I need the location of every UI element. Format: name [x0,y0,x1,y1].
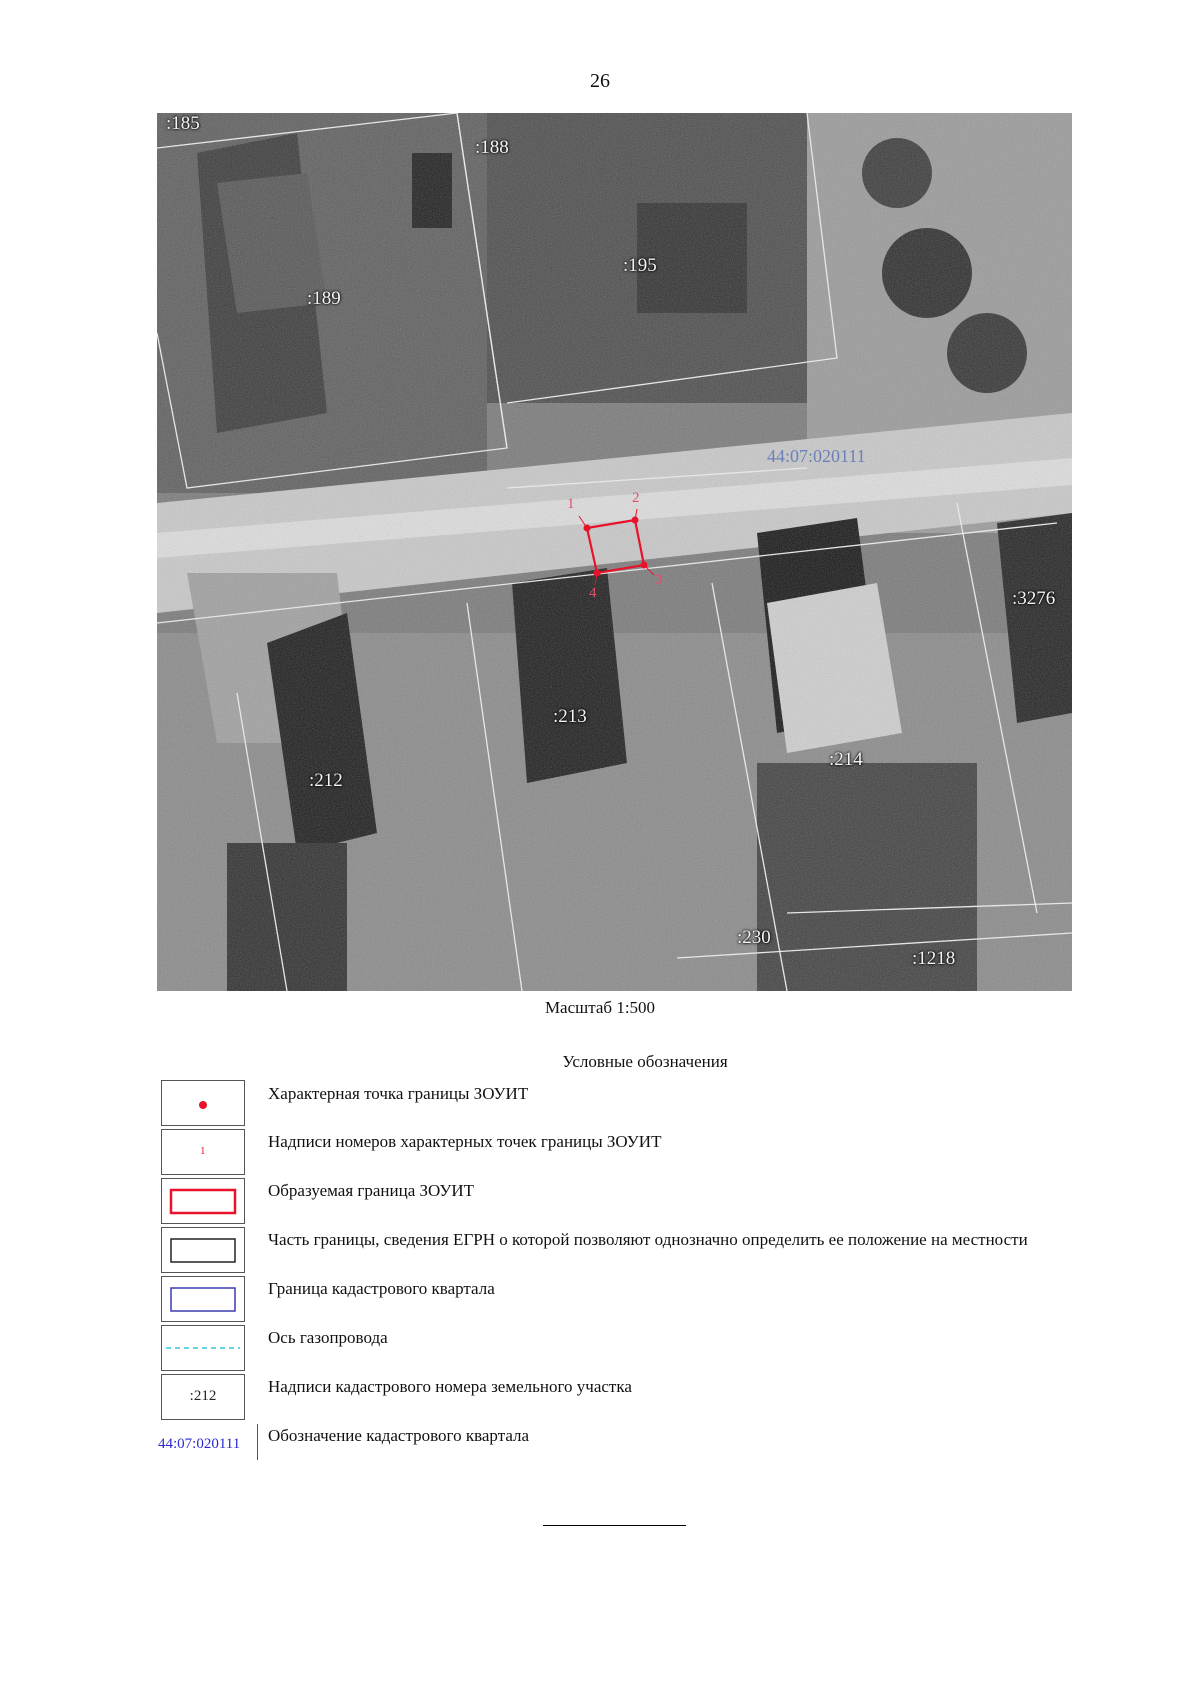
legend-symbol-red-number [161,1129,245,1175]
legend-text: Надписи номеров характерных точек границы ЗОУИТ [268,1132,662,1151]
legend-text: Граница кадастрового квартала [268,1279,495,1298]
point-label-4: 4 [589,585,597,601]
legend-symbol-parcel-number [161,1374,245,1420]
quarter-label: 44:07:020111 [767,446,866,466]
legend-symbol-black-rectangle [161,1227,245,1273]
parcel-label-1218: :1218 [912,948,956,969]
legend-symbol-cyan-dashed-line [161,1325,245,1371]
legend-symbol-blue-rectangle [161,1276,245,1322]
point-label-1: 1 [567,496,575,512]
legend-sample-point-number: 1 [200,1145,206,1157]
legend-text: Часть границы, сведения ЕГРН о которой позволяют однозначно определить ее положение на местности [268,1230,1028,1249]
legend-symbol-red-rectangle [161,1178,245,1224]
parcel-label-3276: :3276 [1012,588,1056,609]
aerial-photo [157,113,1072,991]
parcel-label-195: :195 [623,255,657,276]
parcel-label-214: :214 [829,749,863,770]
parcel-label-213: :213 [553,706,587,727]
parcel-label-185: :185 [166,113,200,134]
legend-text: Характерная точка границы ЗОУИТ [268,1084,529,1103]
footer-separator-line [543,1525,686,1526]
legend-text: Ось газопровода [268,1328,388,1347]
legend-sample-parcel-number: :212 [189,1388,217,1404]
legend-symbol-quarter-number [157,1424,258,1460]
legend-text: Образуемая граница ЗОУИТ [268,1181,475,1200]
legend-text: Обозначение кадастрового квартала [268,1426,530,1445]
aerial-map [157,113,1072,991]
point-label-3: 3 [655,572,663,588]
map-scale: Масштаб 1:500 [544,998,656,1017]
legend-sample-quarter-number: 44:07:020111 [158,1436,241,1452]
legend-text: Надписи кадастрового номера земельного участка [268,1377,632,1396]
point-label-2: 2 [632,490,640,506]
legend-symbol-red-dot [161,1080,245,1126]
parcel-label-188: :188 [475,137,509,158]
parcel-label-230: :230 [737,927,771,948]
parcel-label-212: :212 [309,770,343,791]
parcel-label-189: :189 [307,288,341,309]
legend-title: Условные обозначения [562,1052,728,1071]
page-number: 26 [590,70,610,92]
